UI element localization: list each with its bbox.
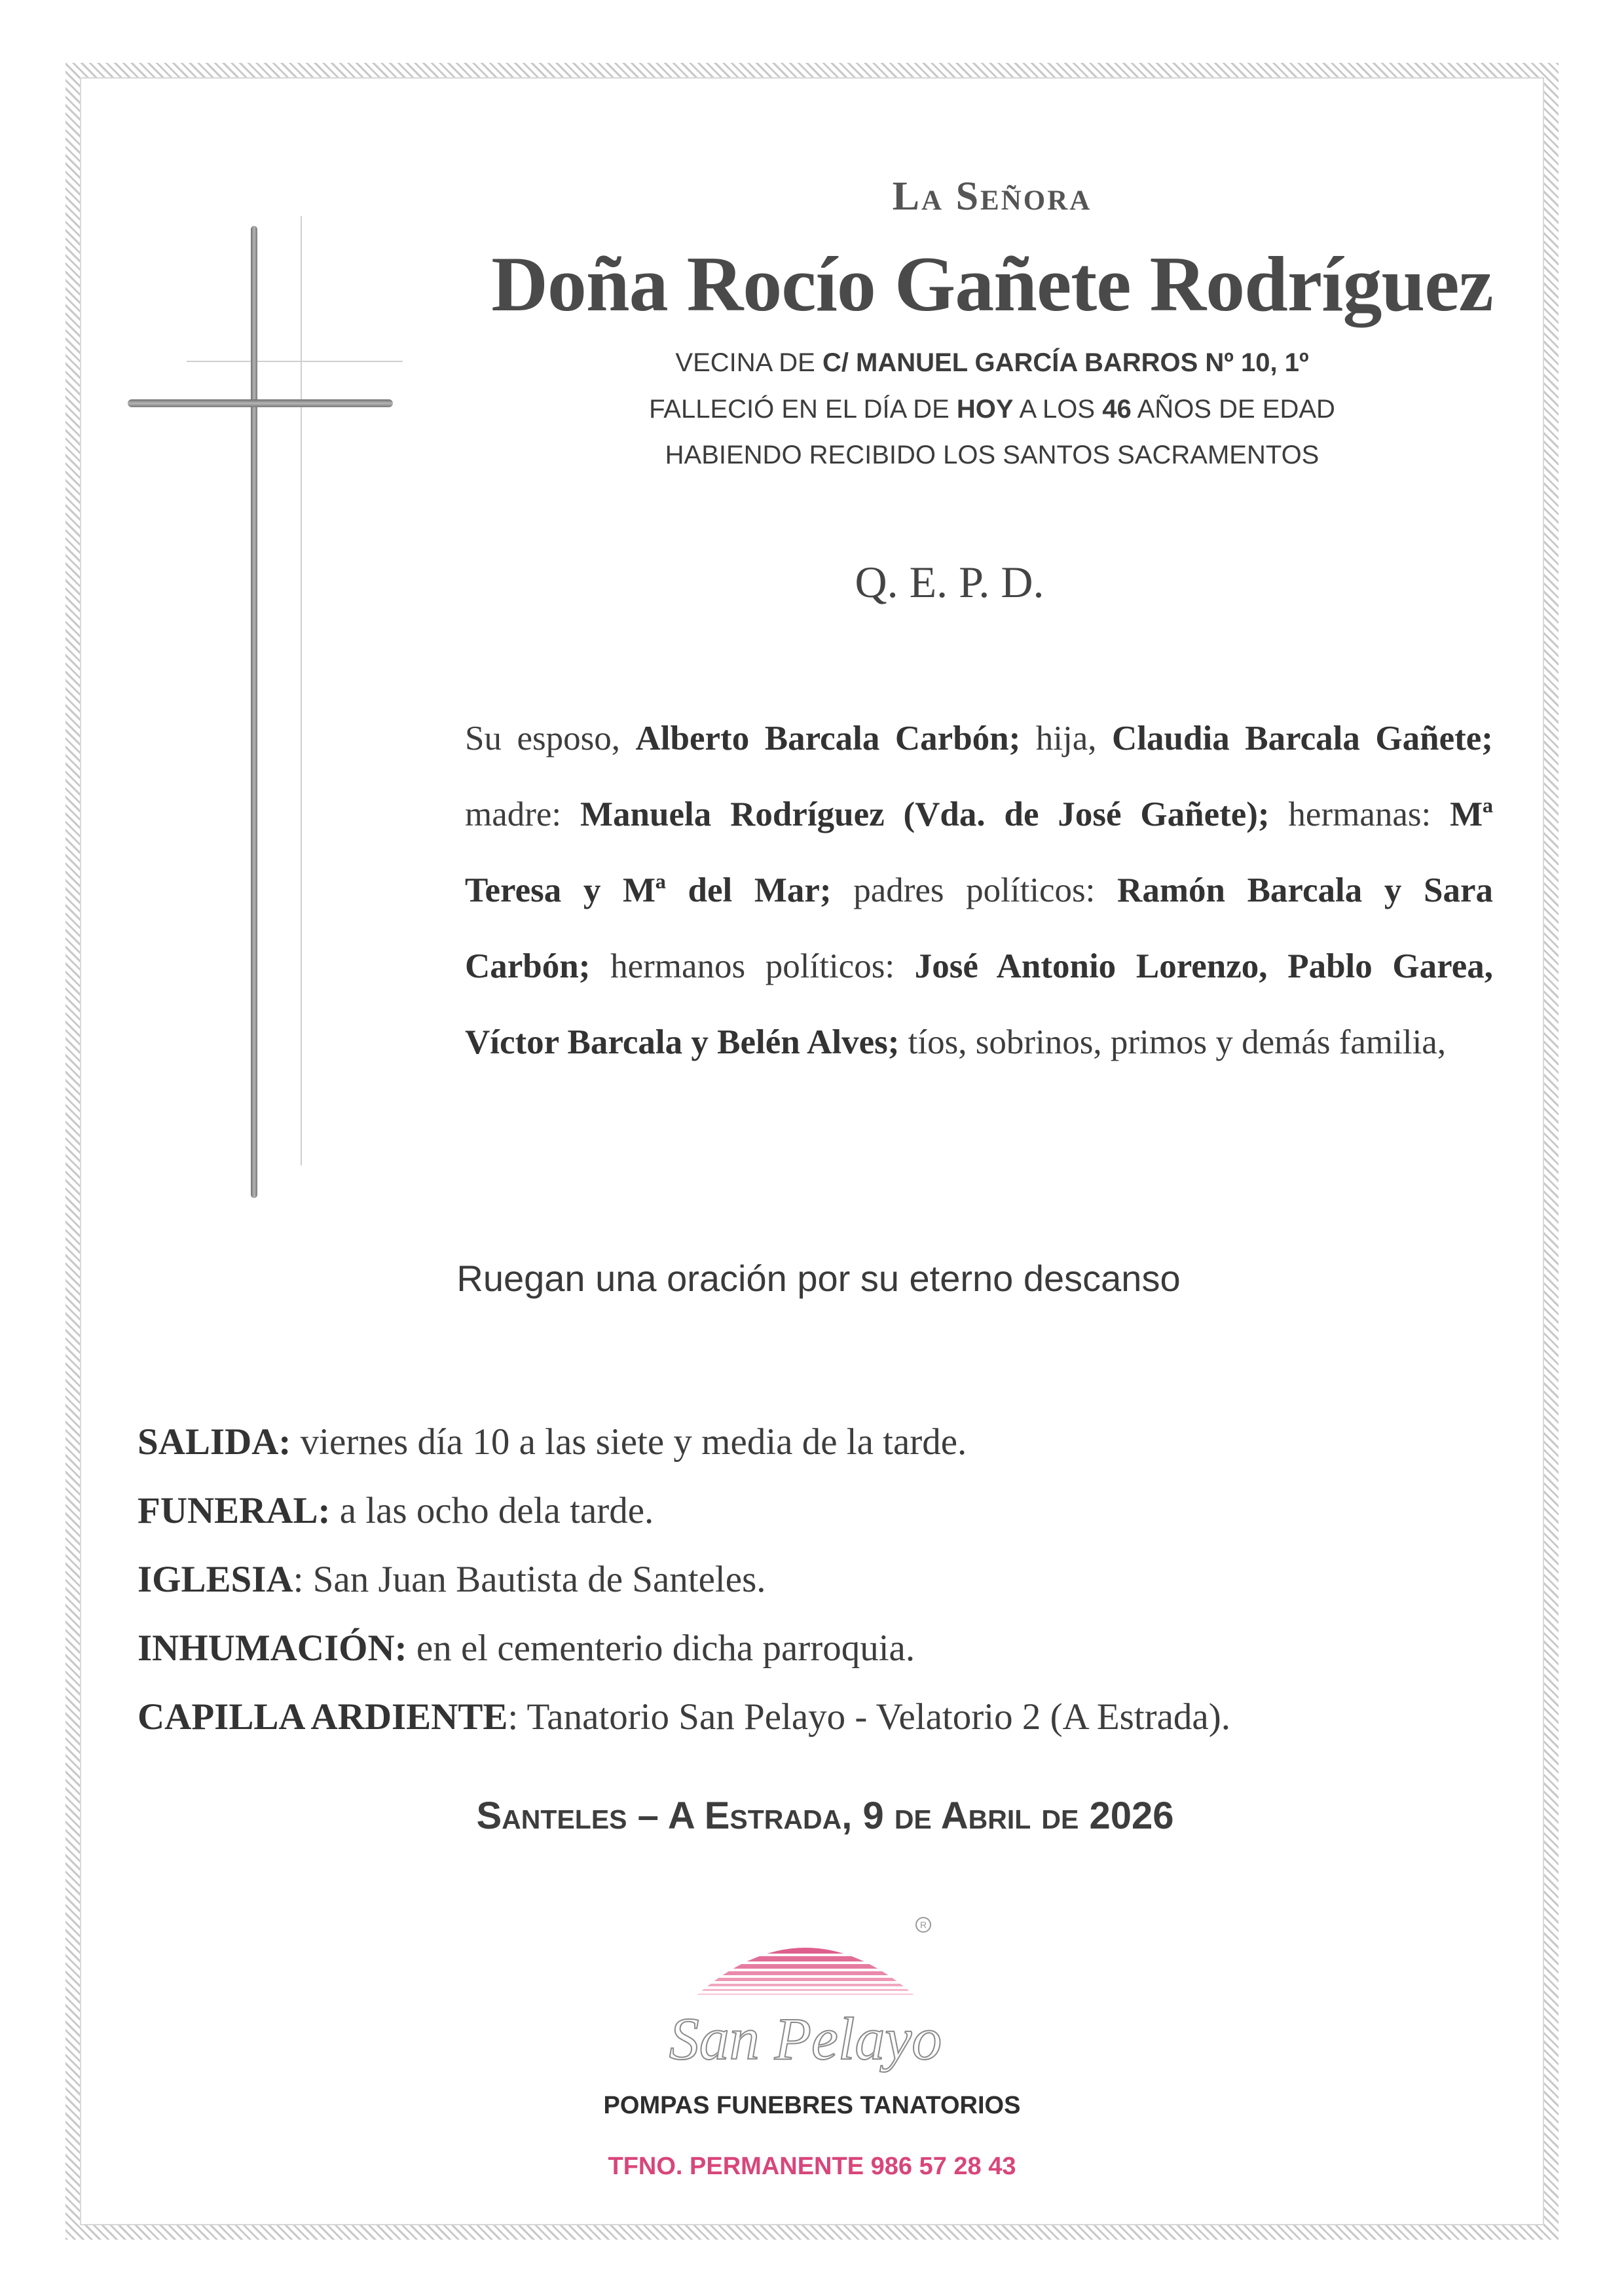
info-label: SALIDA: xyxy=(138,1421,291,1463)
death-day: HOY xyxy=(956,395,1014,424)
cross-icon xyxy=(128,216,403,1198)
qepd: Q. E. P. D. xyxy=(855,557,1044,607)
family-name: José Antonio Lorenzo, Pablo Garea, Víctor Barcala y Belén Alves; xyxy=(465,947,1493,1061)
title-small: La Señora xyxy=(892,174,1092,219)
company-phone: TFNO. PERMANENTE 986 57 28 43 xyxy=(608,2153,1016,2180)
family-name: Manuela Rodríguez (Vda. de José Gañete); xyxy=(580,795,1270,833)
info-text: Tanatorio San Pelayo - Velatorio 2 (A Estrada). xyxy=(518,1696,1230,1738)
company-name: POMPAS FUNEBRES TANATORIOS xyxy=(603,2092,1021,2119)
info-label: CAPILLA ARDIENTE xyxy=(138,1696,508,1738)
info-text: a las ocho dela tarde. xyxy=(330,1490,654,1531)
info-capilla xyxy=(138,1696,1513,1738)
info-label: INHUMACIÓN: xyxy=(138,1628,407,1669)
info-colon: : xyxy=(507,1696,519,1738)
death-text-3: AÑOS DE EDAD xyxy=(1131,395,1335,424)
death-age: 46 xyxy=(1102,395,1132,424)
info-salida xyxy=(138,1421,1513,1463)
death-text-2: A LOS xyxy=(1013,395,1103,424)
family-text: hija, xyxy=(1020,720,1113,757)
death-line xyxy=(563,395,1421,424)
family-paragraph xyxy=(465,701,1493,1080)
sacraments-line: HABIENDO RECIBIDO LOS SANTOS SACRAMENTOS xyxy=(665,441,1320,469)
info-funeral xyxy=(138,1489,1513,1532)
family-text: tíos, sobrinos, primos y demás familia, xyxy=(899,1023,1447,1061)
family-name: Claudia Barcala Gañete; xyxy=(1112,720,1493,757)
logo-script: San Pelayo xyxy=(669,2005,942,2072)
family-text: hermanas: xyxy=(1269,795,1450,833)
info-iglesia xyxy=(138,1558,1513,1601)
info-label: FUNERAL: xyxy=(138,1490,331,1531)
info-colon: : xyxy=(293,1559,304,1600)
deceased-name: Doña Rocío Gañete Rodríguez xyxy=(491,240,1493,327)
death-text-1: FALLECIÓ EN EL DÍA DE xyxy=(649,395,957,424)
info-inhumacion xyxy=(138,1627,1513,1669)
family-name: Mª Teresa y Mª del Mar; xyxy=(465,795,1493,909)
family-text: madre: xyxy=(465,795,581,833)
family-text: padres políticos: xyxy=(831,871,1118,909)
family-text: hermanos políticos: xyxy=(590,947,915,985)
residence-prefix: VECINA DE xyxy=(675,348,822,377)
registered-letter: R xyxy=(919,1920,927,1930)
prayer-line: Ruegan una oración por su eterno descanso xyxy=(456,1258,1181,1299)
family-text: Su esposo, xyxy=(465,720,636,757)
info-text: en el cementerio dicha parroquia. xyxy=(407,1628,915,1669)
residence-line xyxy=(563,348,1421,378)
family-name: Alberto Barcala Carbón; xyxy=(635,720,1021,757)
residence-address: C/ MANUEL GARCÍA BARROS Nº 10, 1º xyxy=(822,348,1309,377)
info-text: San Juan Bautista de Santeles. xyxy=(303,1559,766,1600)
info-label: IGLESIA xyxy=(138,1559,293,1600)
family-name: Ramón Barcala y Sara Carbón; xyxy=(465,871,1493,985)
company-logo xyxy=(642,1905,969,2108)
info-text: viernes día 10 a las siete y media de la tarde. xyxy=(291,1421,967,1463)
place-date: Santeles – A Estrada, 9 de Abril de 2026 xyxy=(476,1795,1174,1837)
